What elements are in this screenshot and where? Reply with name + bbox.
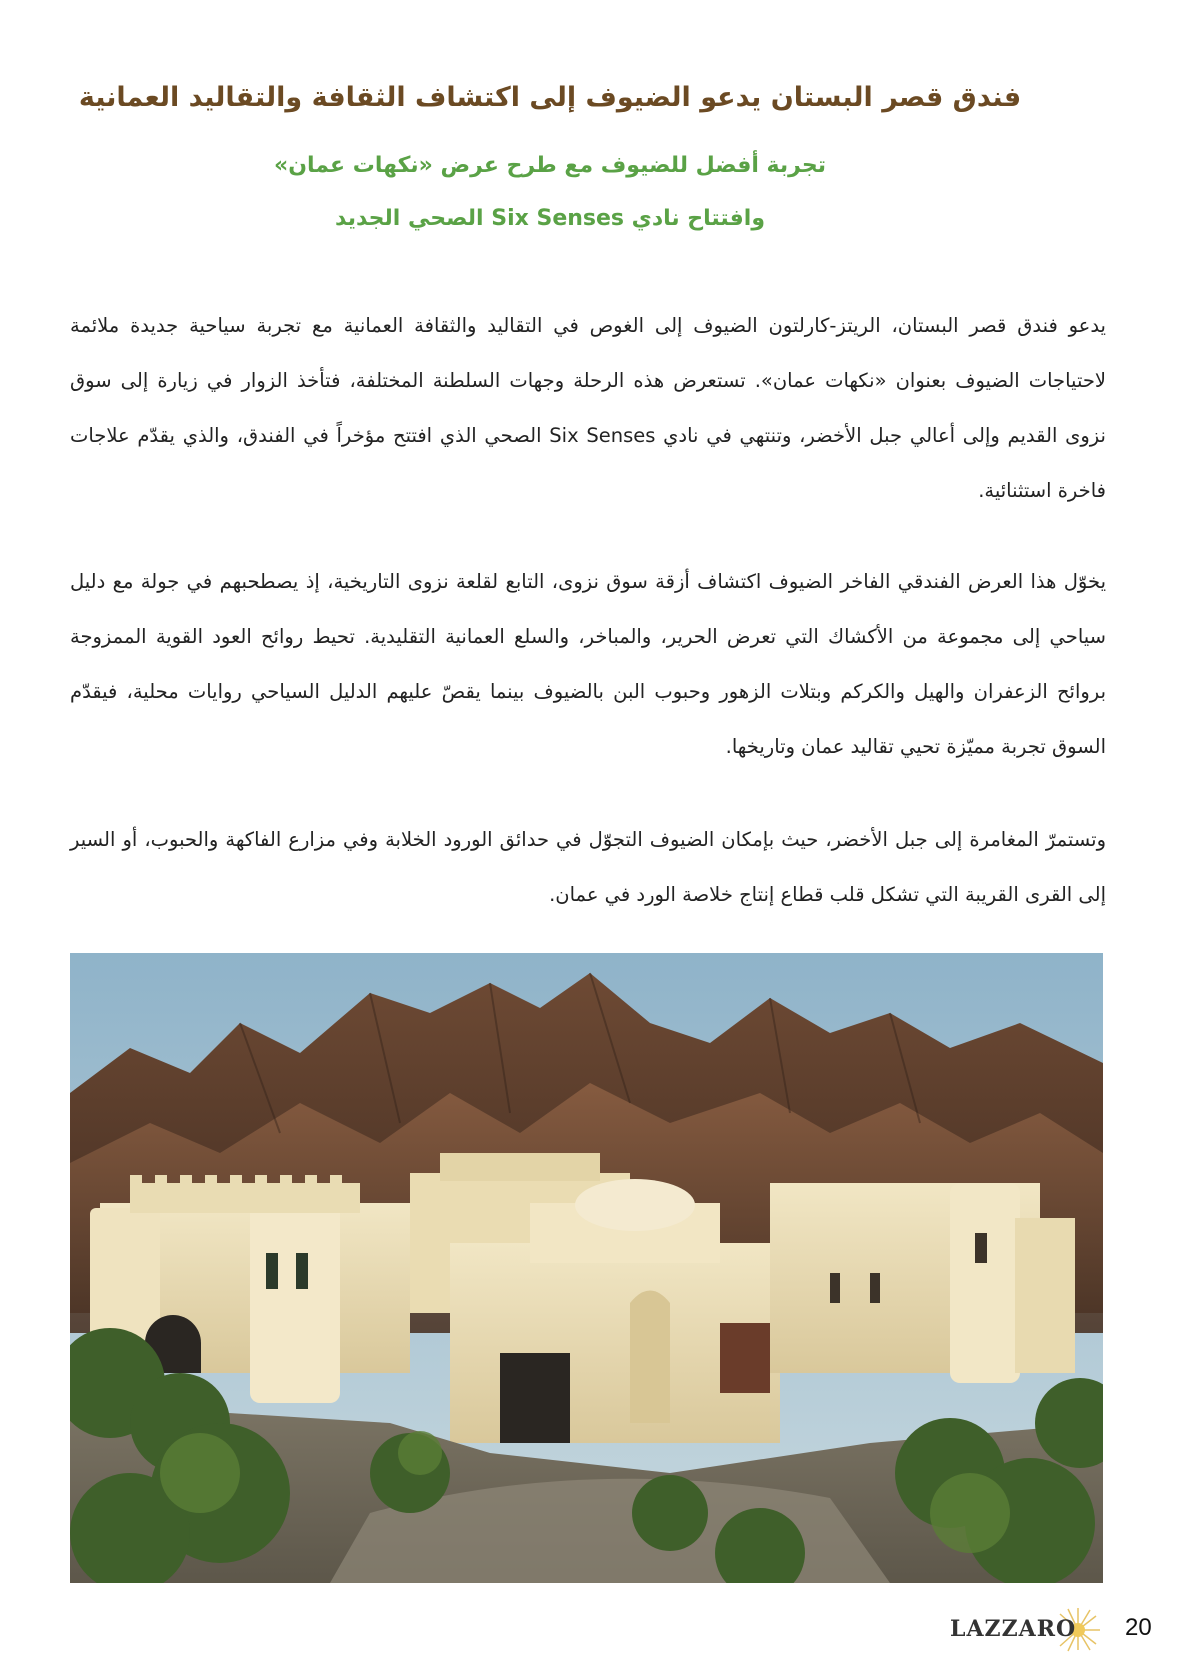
article-subtitle-line-1: تجربة أفضل للضيوف مع طرح عرض «نكهات عمان» <box>274 153 826 178</box>
article-paragraph-2: يخوّل هذا العرض الفندقي الفاخر الضيوف اكتشاف أزقة سوق نزوى، التابع لقلعة نزوى التاريخية، إذ يصطحبهم في جولة مع دليل سياحي إلى مجموعة من الأكشاك التي تعرض الحرير، والمباخر، والسلع العمانية التقليدية. تحيط روائح العود القوية الممزوجة بروائح الزعفران والهيل والكركم وبتلات الزهور وحبوب البن بالضيوف بينما يقصّ عليهم الدليل السياحي روايات محلية، فيقدّم السوق تجربة مميّزة تحيي تقاليد عمان وتاريخها. <box>70 570 1106 758</box>
lazzaro-logo <box>950 1604 1110 1652</box>
hotel-photo <box>70 953 1103 1583</box>
logo-text: LAZZARO <box>950 1616 1077 1642</box>
article-subtitle-line-2: وافتتاح نادي Six Senses الصحي الجديد <box>334 206 766 231</box>
page-number: 20 <box>1125 1614 1152 1641</box>
article-paragraph-1: يدعو فندق قصر البستان، الريتز-كارلتون الضيوف إلى الغوص في التقاليد والثقافة العمانية مع تجربة سياحية جديدة ملائمة لاحتياجات الضيوف بعنوان «نكهات عمان». تستعرض هذه الرحلة وجهات السلطنة المختلفة، فتأخذ الزوار في زيارة إلى سوق نزوى القديم وإلى أعالي جبل الأخضر، وتنتهي في نادي Six Senses الصحي الذي افتتح مؤخراً في الفندق، والذي يقدّم علاجات فاخرة استثنائية. <box>70 314 1106 502</box>
article-paragraph-3: وتستمرّ المغامرة إلى جبل الأخضر، حيث بإمكان الضيوف التجوّل في حدائق الورود الخلابة وفي مزارع الفاكهة والحبوب، أو السير إلى القرى القريبة التي تشكل قلب قطاع إنتاج خلاصة الورد في عمان. <box>70 828 1106 906</box>
article-title: فندق قصر البستان يدعو الضيوف إلى اكتشاف الثقافة والتقاليد العمانية <box>78 82 1022 114</box>
